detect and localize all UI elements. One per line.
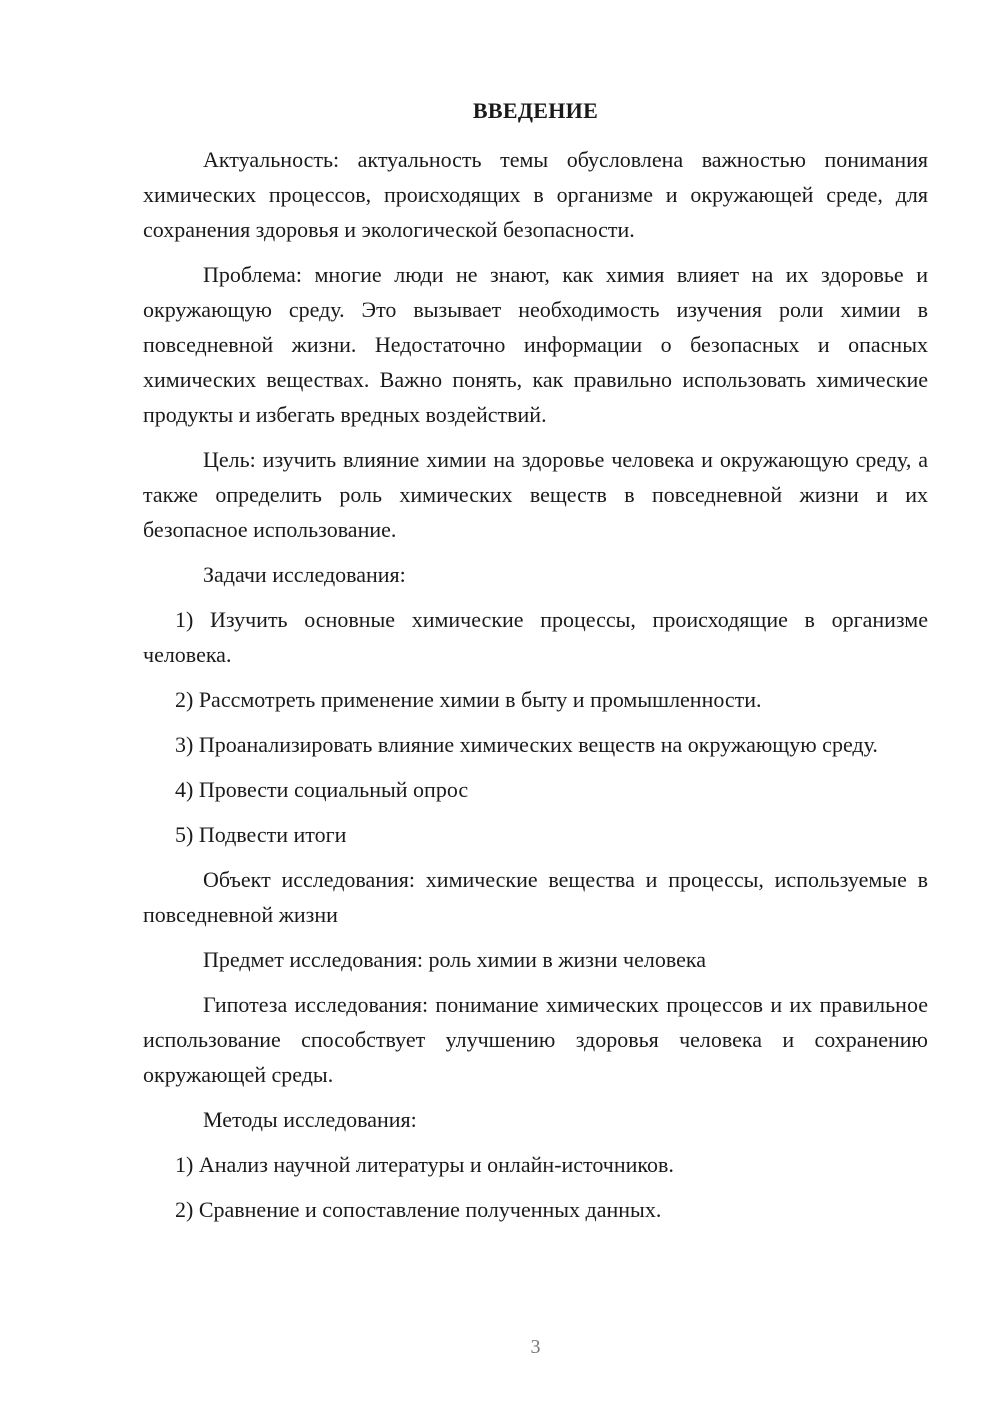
paragraph-tasks-heading: Задачи исследования: [203,562,406,587]
paragraph-problem: Проблема: многие люди не знают, как химия влияет на их здоровье и окружающую среду. Это вызывает необходимость изучения роли химии в повседневной жизни. Недостаточно информации о безопасных и опасных химических веществах. Важно понять, как правильно использовать химические продукты и избегать вредных воздействий. [143,262,928,427]
task-item-5: 5) Подвести итоги [175,822,347,847]
section-heading: ВВЕДЕНИЕ [472,98,599,123]
method-item-2: 2) Сравнение и сопоставление полученных данных. [175,1197,662,1222]
task-item-3: 3) Проанализировать влияние химических веществ на окружающую среду. [175,732,878,757]
paragraph-methods-heading: Методы исследования: [203,1107,417,1132]
paragraph-hypothesis: Гипотеза исследования: понимание химических процессов и их правильное использование способствует улучшению здоровья человека и сохранению окружающей среды. [143,992,928,1087]
document-page [143,0,928,1414]
paragraph-goal: Цель: изучить влияние химии на здоровье человека и окружающую среду, а также определить роль химических веществ в повседневной жизни и их безопасное использование. [143,447,928,542]
task-item-1: 1) Изучить основные химические процессы, происходящие в организме человека. [143,607,928,667]
paragraph-relevance: Актуальность: актуальность темы обусловлена важностью понимания химических процессов, происходящих в организме и окружающей среде, для сохранения здоровья и экологической безопасности. [143,147,928,242]
task-item-4: 4) Провести социальный опрос [175,777,469,802]
paragraph-subject: Предмет исследования: роль химии в жизни человека [203,947,706,972]
document-body [143,142,928,1237]
task-item-2: 2) Рассмотреть применение химии в быту и промышленности. [175,687,762,712]
method-item-1: 1) Анализ научной литературы и онлайн-источников. [175,1152,674,1177]
paragraph-object: Объект исследования: химические вещества и процессы, используемые в повседневной жизни [143,867,928,927]
page-number: 3 [530,1336,541,1358]
